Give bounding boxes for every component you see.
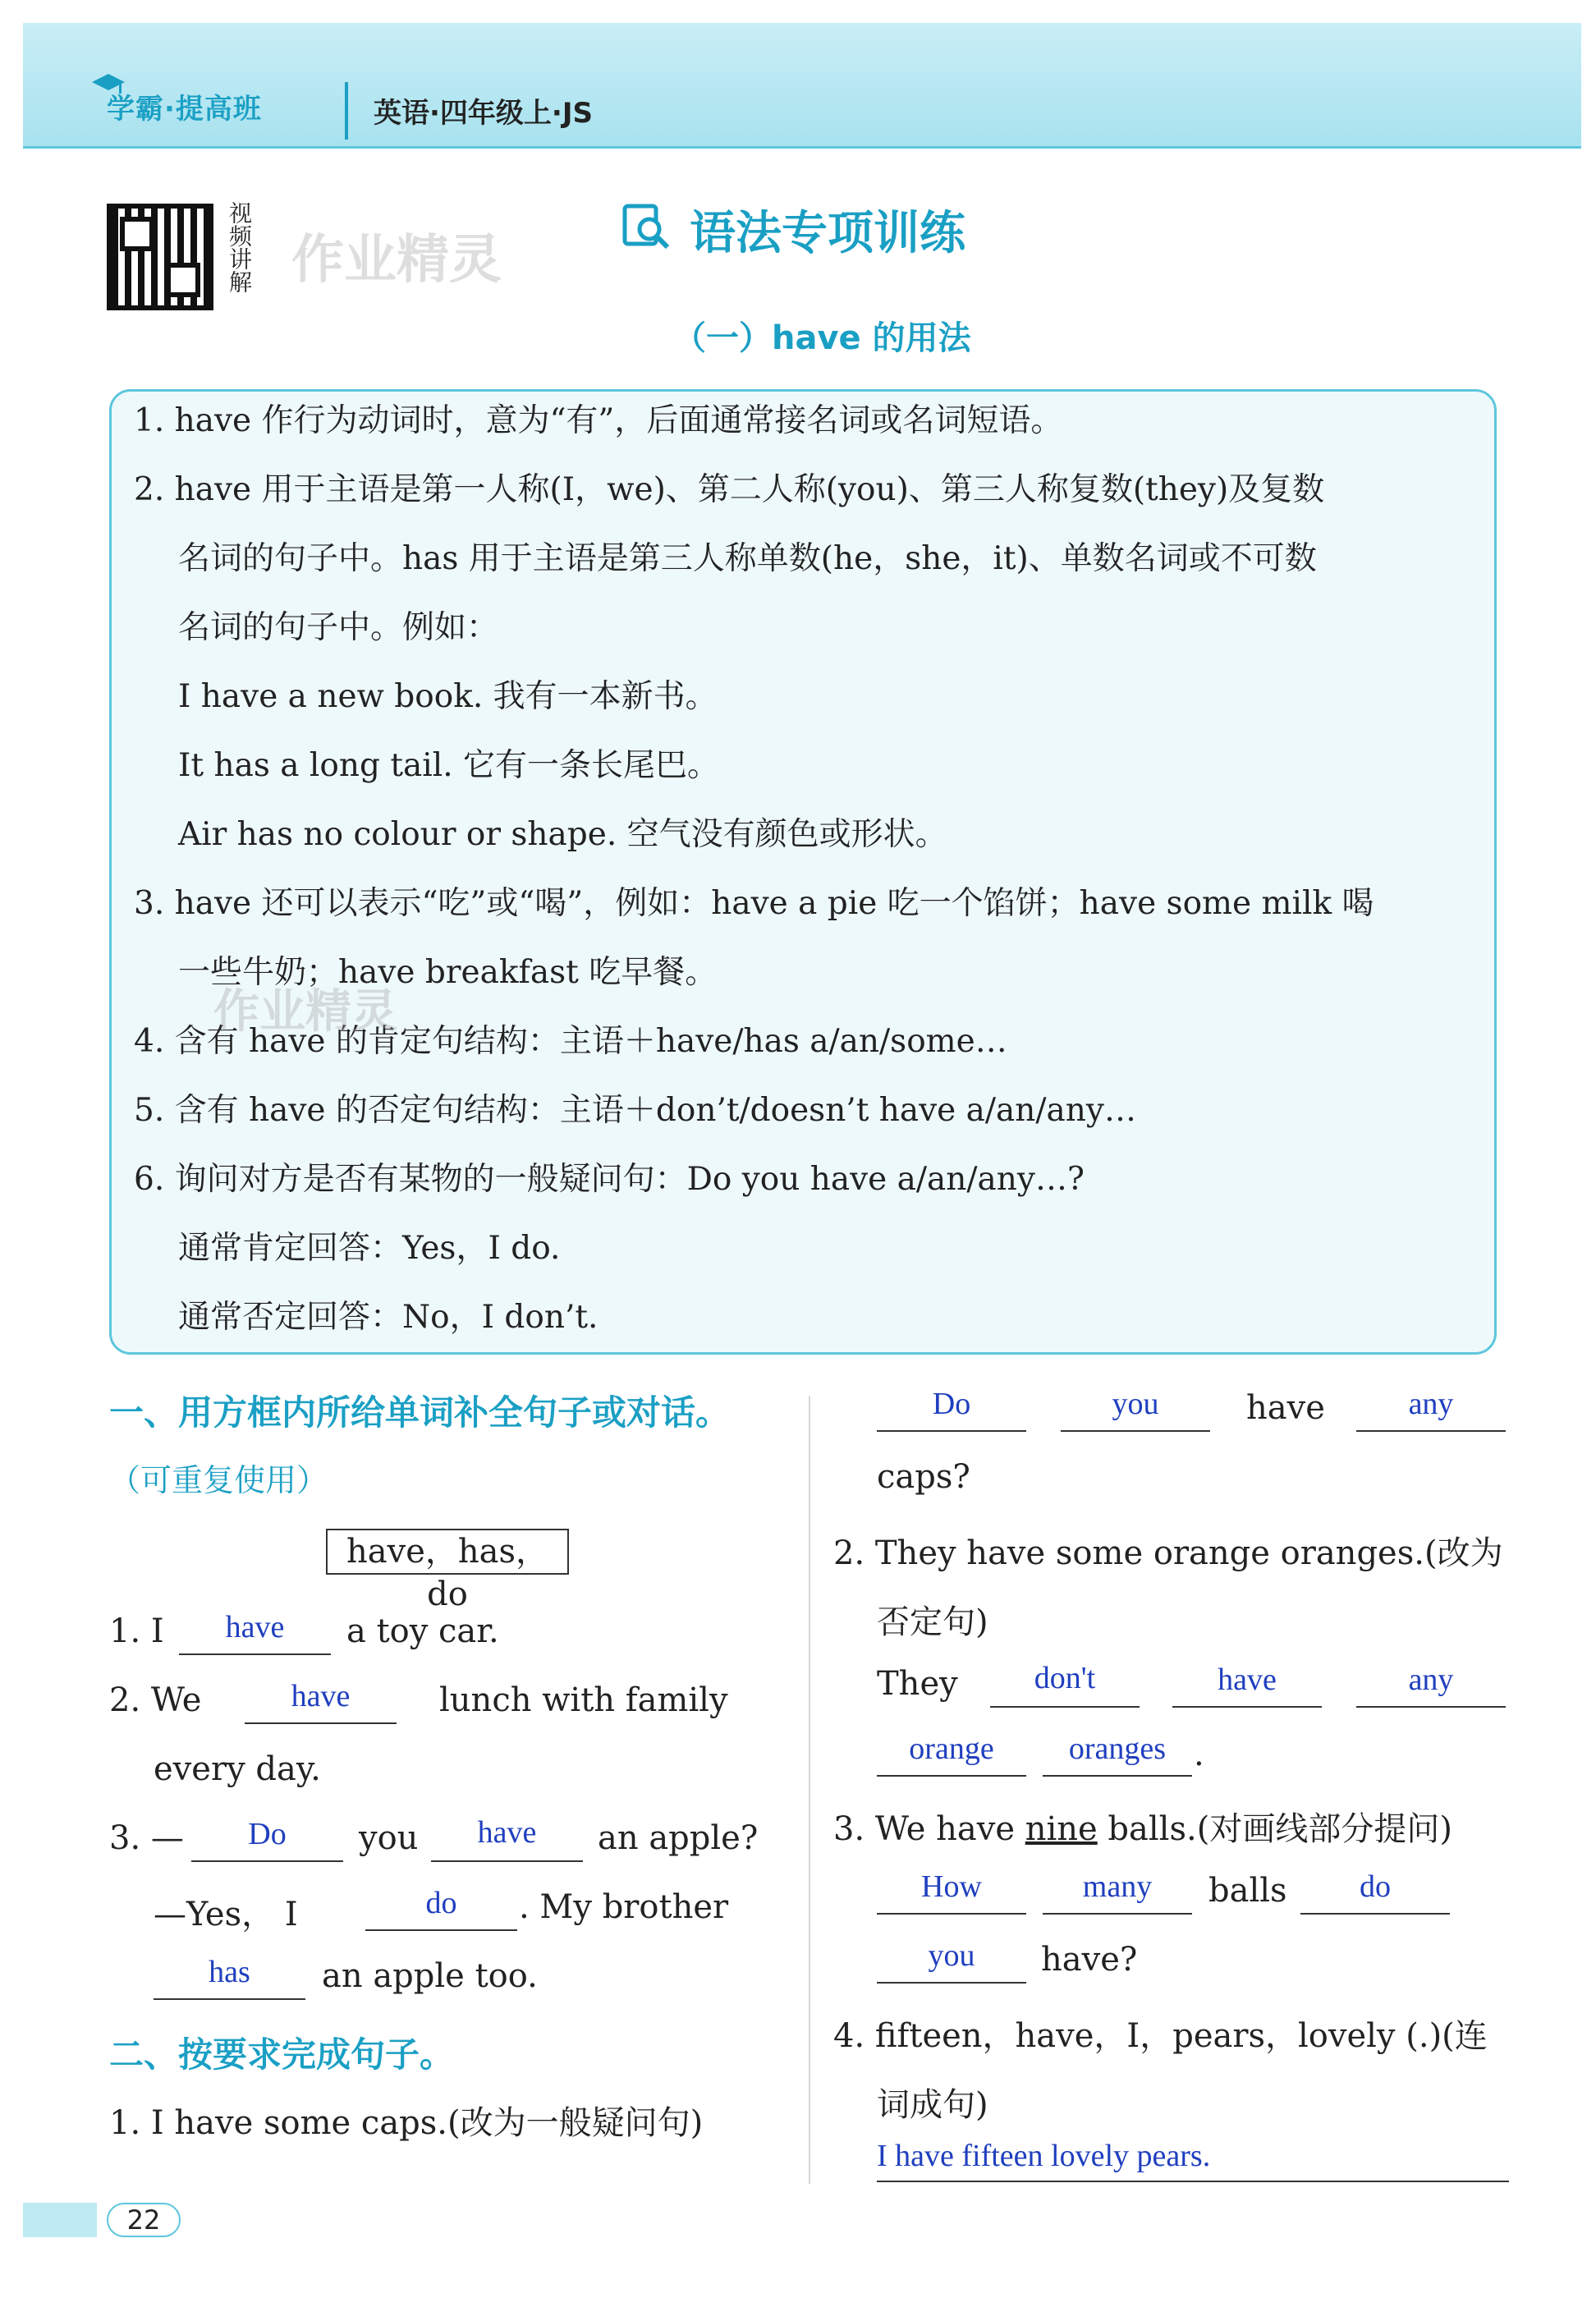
rule-line: 6. 询问对方是否有某物的一般疑问句：Do you have a/an/any…? xyxy=(134,1161,1085,1198)
answer-blank[interactable] xyxy=(179,1653,331,1655)
rule-line: 3. have 还可以表示“吃”或“喝”，例如：have a pie 吃一个馅饼；have some milk 喝 xyxy=(134,885,1374,922)
underlined-word: nine xyxy=(1025,1810,1098,1848)
answer-text: have xyxy=(477,1815,537,1850)
qr-label: 视频讲解 xyxy=(226,201,253,293)
answer-blank[interactable] xyxy=(877,1430,1026,1432)
q3-reply: —Yes， I xyxy=(154,1896,298,1933)
q3-reply-suffix: . My brother xyxy=(519,1888,729,1926)
q2-mid: lunch with family xyxy=(439,1681,728,1719)
q2-prefix: 2. We xyxy=(109,1681,202,1719)
answer-text: Do xyxy=(932,1387,971,1421)
answer-blank[interactable] xyxy=(1043,1775,1192,1777)
answer-text: I have fifteen lovely pears. xyxy=(877,2139,1211,2173)
answer-blank[interactable] xyxy=(877,1982,1026,1984)
magnifier-icon xyxy=(621,201,671,250)
word-box: have，has，do xyxy=(326,1529,569,1575)
answer-blank[interactable] xyxy=(1356,1430,1506,1432)
answer-text: do xyxy=(1360,1869,1391,1904)
answer-blank[interactable] xyxy=(245,1722,397,1724)
answer-text: you xyxy=(1112,1387,1159,1421)
q3-word: you xyxy=(359,1819,419,1857)
q1-suffix: a toy car. xyxy=(346,1612,499,1650)
rule-example: It has a long tail. 它有一条长尾巴。 xyxy=(178,747,720,784)
answer-text: have xyxy=(225,1610,285,1644)
qr-code[interactable] xyxy=(107,204,213,310)
answer-text: you xyxy=(928,1938,975,1973)
p2-q2-prefix: They xyxy=(877,1665,958,1703)
p2-q1-end: caps? xyxy=(877,1458,970,1496)
answer-blank[interactable] xyxy=(1061,1430,1210,1432)
brand-name: 学霸·提高班 xyxy=(107,93,262,126)
rule-line: 1. have 作行为动词时，意为“有”，后面通常接名词或名词短语。 xyxy=(134,402,1063,439)
p2-q4-text: 4. fifteen，have，I，pears，lovely (.)(连 xyxy=(833,2017,1488,2055)
answer-text: any xyxy=(1408,1663,1454,1697)
rule-line: 2. have 用于主语是第一人称(I，we)、第二人称(you)、第三人称复数(they)及复数 xyxy=(134,471,1325,508)
header-divider xyxy=(23,146,1581,149)
page-number: 22 xyxy=(107,2203,181,2237)
page-tab xyxy=(23,2203,97,2237)
rule-line: 通常肯定回答：Yes，I do. xyxy=(178,1230,561,1267)
part2-heading: 二、按要求完成句子。 xyxy=(109,2034,455,2075)
answer-text: any xyxy=(1408,1387,1454,1421)
answer-blank[interactable] xyxy=(877,2181,1509,2182)
answer-text: have xyxy=(1218,1663,1277,1697)
answer-text: don't xyxy=(1034,1661,1096,1695)
p2-q2-text2: 否定句) xyxy=(877,1603,988,1641)
p2-q3-text xyxy=(833,1803,1452,1850)
p2-q3-word: balls xyxy=(1208,1872,1287,1910)
rule-example: I have a new book. 我有一本新书。 xyxy=(178,678,718,715)
rule-line: 4. 含有 have 的肯定句结构：主语＋have/has a/an/some… xyxy=(134,1023,1007,1060)
rule-line: 名词的句子中。has 用于主语是第三人称单数(he，she，it)、单数名词或不可数 xyxy=(178,540,1317,577)
column-divider xyxy=(809,1396,810,2184)
grammar-rules-box xyxy=(109,389,1497,1355)
part1-heading: 一、用方框内所给单词补全句子或对话。 xyxy=(109,1392,731,1433)
q3-prefix: 3. — xyxy=(109,1819,184,1857)
answer-blank[interactable] xyxy=(1172,1706,1322,1708)
rule-line: 通常否定回答：No，I don’t. xyxy=(178,1299,598,1336)
p2-q1-text: 1. I have some caps.(改为一般疑问句) xyxy=(109,2104,704,2142)
part1-note: （可重复使用） xyxy=(109,1462,328,1498)
watermark: 作业精灵 xyxy=(213,985,397,1039)
header-band xyxy=(23,23,1581,146)
answer-text: do xyxy=(425,1886,457,1920)
answer-blank[interactable] xyxy=(365,1929,517,1931)
answer-text: How xyxy=(921,1869,982,1904)
answer-text: oranges xyxy=(1068,1731,1167,1766)
watermark: 作业精灵 xyxy=(291,230,502,291)
p2-q2-end: . xyxy=(1194,1736,1204,1773)
p2-q3-post: balls.(对画线部分提问) xyxy=(1097,1810,1452,1848)
answer-blank[interactable] xyxy=(191,1860,343,1862)
answer-text: has xyxy=(209,1955,250,1989)
q3-suffix: an apple? xyxy=(598,1819,759,1857)
rule-line: 一些牛奶；have breakfast 吃早餐。 xyxy=(178,954,718,991)
p2-q1-word: have xyxy=(1246,1389,1325,1427)
answer-blank[interactable] xyxy=(990,1706,1140,1708)
rule-example: Air has no colour or shape. 空气没有颜色或形状。 xyxy=(178,816,947,853)
q3-line3: an apple too. xyxy=(322,1957,538,1995)
q1-prefix: 1. I xyxy=(109,1612,164,1650)
subject-label: 英语·四年级上·JS xyxy=(374,97,593,130)
rule-line: 名词的句子中。例如： xyxy=(178,609,499,646)
answer-blank[interactable] xyxy=(1356,1706,1506,1708)
answer-blank[interactable] xyxy=(1043,1913,1192,1915)
p2-q2-text: 2. They have some orange oranges.(改为 xyxy=(833,1534,1503,1572)
answer-text: have xyxy=(291,1679,351,1713)
rule-line: 5. 含有 have 的否定句结构：主语＋don’t/doesn’t have a/an/any… xyxy=(134,1092,1136,1129)
answer-text: orange xyxy=(909,1731,994,1766)
p2-q4-text2: 词成句) xyxy=(877,2086,988,2124)
answer-text: Do xyxy=(248,1817,287,1851)
answer-blank[interactable] xyxy=(154,1998,305,2000)
answer-blank[interactable] xyxy=(877,1775,1026,1777)
q2-line2: every day. xyxy=(154,1750,321,1788)
answer-text: many xyxy=(1082,1869,1153,1904)
section-subtitle: （一）have 的用法 xyxy=(673,319,971,357)
section-title: 语法专项训练 xyxy=(690,207,965,260)
p2-q3-pre: 3. We have xyxy=(833,1810,1025,1848)
brand-separator xyxy=(345,82,348,140)
p2-q3-end: have? xyxy=(1041,1941,1138,1979)
answer-blank[interactable] xyxy=(877,1913,1026,1915)
answer-blank[interactable] xyxy=(1300,1913,1450,1915)
answer-blank[interactable] xyxy=(431,1860,583,1862)
